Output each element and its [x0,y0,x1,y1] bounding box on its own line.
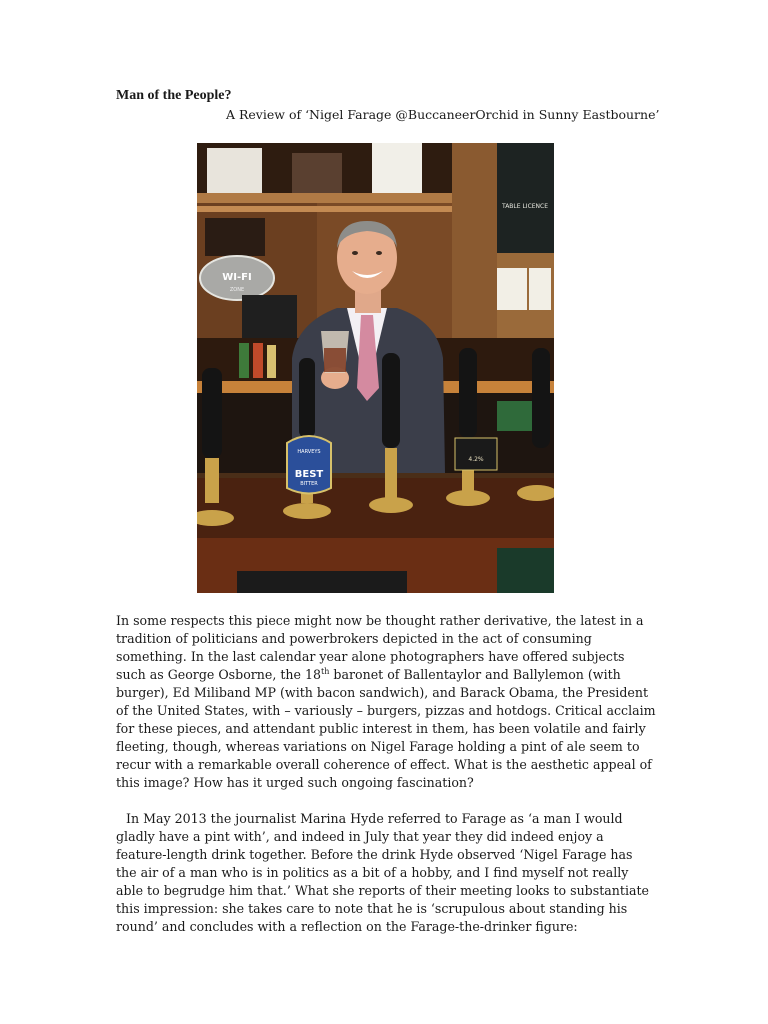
shelf-frame [207,148,262,193]
chalkboard-text: TABLE LICENCE [502,203,549,210]
document-subtitle: A Review of ‘Nigel Farage @BuccaneerOrchid in Sunny Eastbourne’ [226,107,660,122]
pumpclip-sub: BITTER [300,481,318,487]
bar-corner [497,548,554,593]
wifi-sign-zone: ZONE [229,287,245,293]
shelf-notice [372,143,422,201]
person-eye-right [376,251,382,255]
ordinal-suffix: th [321,666,330,676]
paragraph-2: In May 2013 the journalist Marina Hyde referred to Farage as ‘a man I would gladly have a pint with’, and indeed in July that year they did indeed enjoy a feature-length drink together. Before the drink Hyde observed ‘Nigel Farage has the air of a man who is in politics as a bit of a hobby, and I find myself not really able to begrudge him that.’ What she reports of their meeting looks to substantiate this impression: she takes care to note that he is ‘scrupulous about standing his round’ and concludes with a reflection on the Farage-the-drinker figure: [116,811,650,934]
pub-photo-illustration [197,143,554,593]
bottle-3 [267,345,276,378]
pub-photo [197,143,554,593]
bar-mat [237,571,407,593]
poster-1 [497,268,527,310]
poster-2 [529,268,551,310]
shelf-items [292,153,342,193]
bottle-2 [253,343,263,378]
paragraph-1-text-b: baronet of Ballentaylor and Ballylemon (with burger), Ed Miliband MP (with bacon sandwich), and Barack Obama, the President of the United States, with – variously – burgers, pizzas and hotdogs. Critical acclaim for these pieces, and attendant public interest in them, has been volatile and fairly fleeting, though, whereas variations on Nigel Farage holding a pint of ale seem to recur with a remarkable overall coherence of effect. What is the aesthetic appeal of this image? How has it urged such ongoing fascination? [116,667,656,790]
document-title: Man of the People? [116,88,232,103]
small-chalkboard [242,295,297,343]
pumpclip-harveys [287,436,331,494]
bottle-1 [239,343,249,378]
pumpclip2-label: 4.2% [468,456,484,463]
paragraph-1 [116,612,656,792]
shelf-edge [197,206,452,212]
wifi-sign-label: WI-FI [222,272,252,283]
chalkboard-right [497,143,554,253]
pumpclip-name: BEST [294,469,324,480]
paragraph-1-text-a: In some respects this piece might now be thought rather derivative, the latest in a tradition of politicians and powerbrokers depicted in the act of consuming something. In the last calendar year alone photographers have offered subjects such as George Osborne, the 18 [116,613,644,682]
person-eye-left [352,251,358,255]
picture-frame [205,218,265,256]
pumpclip-brand: HARVEYS [297,449,321,455]
pint-ale [324,348,346,372]
